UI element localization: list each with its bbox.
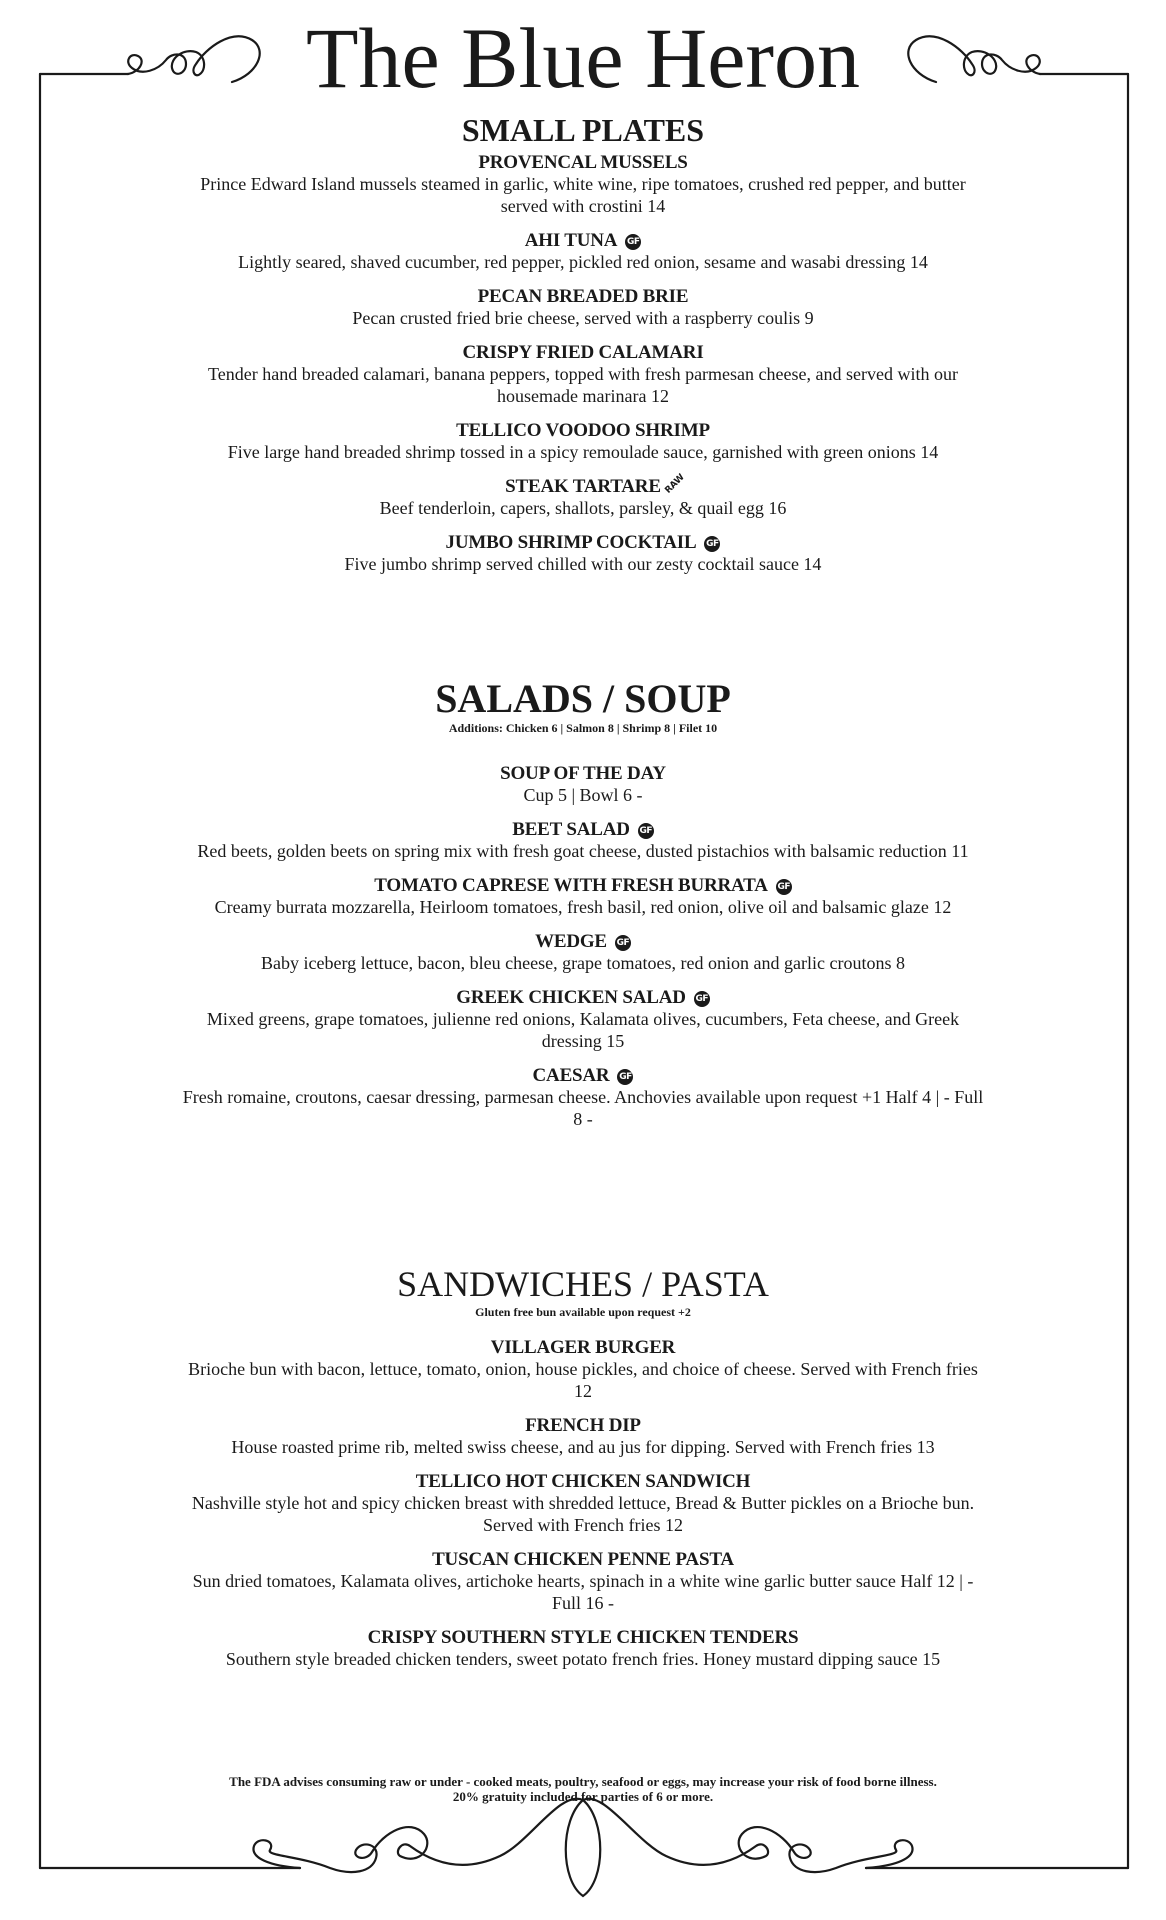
item-name: CRISPY SOUTHERN STYLE CHICKEN TENDERS (367, 1626, 799, 1648)
item-description: Pecan crusted fried brie cheese, served with a raspberry coulis 9 (352, 307, 814, 328)
item-description: Lightly seared, shaved cucumber, red pepper, pickled red onion, sesame and wasabi dressing 14 (238, 251, 928, 272)
menu-item (180, 420, 986, 463)
item-description: Prince Edward Island mussels steamed in garlic, white wine, ripe tomatoes, crushed red pepper, and butter served with crostini 14 (200, 173, 966, 216)
item-name-row (446, 532, 721, 553)
gluten-free-badge-icon: GF (704, 536, 720, 552)
menu-item (180, 532, 986, 575)
restaurant-title: The Blue Heron (305, 10, 861, 106)
section-subtitle: Additions: Chicken 6 | Salmon 8 | Shrimp 8 | Filet 10 (448, 721, 718, 735)
item-name: STEAK TARTARE (505, 475, 661, 497)
menu-item (180, 1065, 986, 1130)
footer-notes (140, 1774, 1026, 1804)
item-name-row (456, 987, 710, 1008)
menu-item (180, 230, 986, 273)
menu-item (180, 152, 986, 217)
item-name-row (512, 819, 654, 840)
item-name: AHI TUNA (524, 229, 618, 251)
item-description: Red beets, golden beets on spring mix with fresh goat cheese, dusted pistachios with balsamic reduction 11 (197, 841, 969, 861)
menu-item (180, 1627, 986, 1670)
item-description: Fresh romaine, croutons, caesar dressing, parmesan cheese. Anchovies available upon request +1 Half 4 | - Full 8 - (182, 1087, 984, 1129)
menu-item (180, 931, 986, 974)
item-name-row (533, 1065, 634, 1086)
item-name-row (505, 472, 687, 497)
gratuity-note: 20% gratuity included for parties of 6 or more. (452, 1789, 714, 1804)
section-small-plates (180, 114, 986, 575)
item-name: TELLICO HOT CHICKEN SANDWICH (415, 1470, 751, 1492)
gluten-free-badge-icon: GF (638, 823, 654, 839)
section-title: SANDWICHES / PASTA (397, 1264, 769, 1304)
item-description: Five jumbo shrimp served chilled with our zesty cocktail sauce 14 (344, 553, 822, 574)
item-description: Beef tenderloin, capers, shallots, parsley, & quail egg 16 (379, 497, 787, 518)
item-description: Mixed greens, grape tomatoes, julienne red onions, Kalamata olives, cucumbers, Feta cheese, and Greek dressing 15 (206, 1009, 960, 1051)
item-name-row (525, 230, 642, 251)
item-description: Nashville style hot and spicy chicken breast with shredded lettuce, Bread & Butter pickles on a Brioche bun. Served with French fries 12 (191, 1492, 975, 1535)
menu-item (180, 472, 986, 519)
item-description: Cup 5 | Bowl 6 - (523, 785, 643, 805)
item-description: Baby iceberg lettuce, bacon, bleu cheese, grape tomatoes, red onion and garlic croutons 8 (261, 953, 905, 973)
bottom-flourish (253, 1799, 912, 1872)
section-title: SMALL PLATES (461, 112, 705, 148)
section-sandwiches-pasta (180, 1266, 986, 1670)
raw-badge-icon: RAW (663, 472, 687, 496)
item-name: PROVENCAL MUSSELS (478, 151, 688, 173)
item-description: House roasted prime rib, melted swiss cheese, and au jus for dipping. Served with French fries 13 (231, 1436, 935, 1457)
item-name: BEET SALAD (512, 819, 630, 840)
gluten-free-badge-icon: GF (615, 935, 631, 951)
menu-item (180, 1549, 986, 1614)
item-name: SOUP OF THE DAY (500, 763, 666, 784)
gluten-free-badge-icon: GF (776, 879, 792, 895)
item-name-row (535, 931, 631, 952)
section-salads-soup (180, 678, 986, 1130)
item-name: CAESAR (532, 1065, 610, 1086)
gluten-free-badge-icon: GF (625, 234, 641, 250)
menu-item (180, 763, 986, 806)
item-name: VILLAGER BURGER (490, 1336, 676, 1358)
item-name-row (374, 875, 792, 896)
item-description: Tender hand breaded calamari, banana peppers, topped with fresh parmesan cheese, and served with our housemade marinara 12 (208, 363, 958, 406)
item-name: JUMBO SHRIMP COCKTAIL (445, 531, 697, 553)
item-description: Five large hand breaded shrimp tossed in a spicy remoulade sauce, garnished with green onions 14 (227, 441, 939, 462)
menu-item (180, 1337, 986, 1402)
item-description: Brioche bun with bacon, lettuce, tomato, onion, house pickles, and choice of cheese. Served with French fries 12 (188, 1358, 978, 1401)
item-name: TOMATO CAPRESE WITH FRESH BURRATA (374, 875, 768, 896)
item-name: GREEK CHICKEN SALAD (456, 987, 686, 1008)
item-description: Sun dried tomatoes, Kalamata olives, artichoke hearts, spinach in a white wine garlic butter sauce Half 12 | - Full 16 - (192, 1570, 974, 1613)
item-name: TELLICO VOODOO SHRIMP (456, 419, 710, 441)
menu-item (180, 819, 986, 862)
item-name: TUSCAN CHICKEN PENNE PASTA (432, 1548, 734, 1570)
gluten-free-badge-icon: GF (617, 1069, 633, 1085)
fda-advisory: The FDA advises consuming raw or under - cooked meats, poultry, seafood or eggs, may increase your risk of food borne illness. (229, 1774, 937, 1789)
item-name: FRENCH DIP (525, 1414, 641, 1436)
menu-item (180, 1471, 986, 1536)
item-name: CRISPY FRIED CALAMARI (462, 341, 704, 363)
bottom-center-loops (566, 1800, 601, 1896)
menu-item (180, 342, 986, 407)
item-description: Southern style breaded chicken tenders, sweet potato french fries. Honey mustard dipping sauce 15 (225, 1648, 941, 1669)
gluten-free-badge-icon: GF (694, 991, 710, 1007)
item-name: WEDGE (535, 931, 607, 952)
menu-item (180, 875, 986, 918)
item-description: Creamy burrata mozzarella, Heirloom tomatoes, fresh basil, red onion, olive oil and balsamic glaze 12 (214, 897, 952, 917)
menu-item (180, 286, 986, 329)
menu-item (180, 987, 986, 1052)
item-name: PECAN BREADED BRIE (477, 285, 689, 307)
section-subtitle: Gluten free bun available upon request +2 (475, 1304, 691, 1319)
menu-item (180, 1415, 986, 1458)
section-title: SALADS / SOUP (435, 676, 731, 721)
